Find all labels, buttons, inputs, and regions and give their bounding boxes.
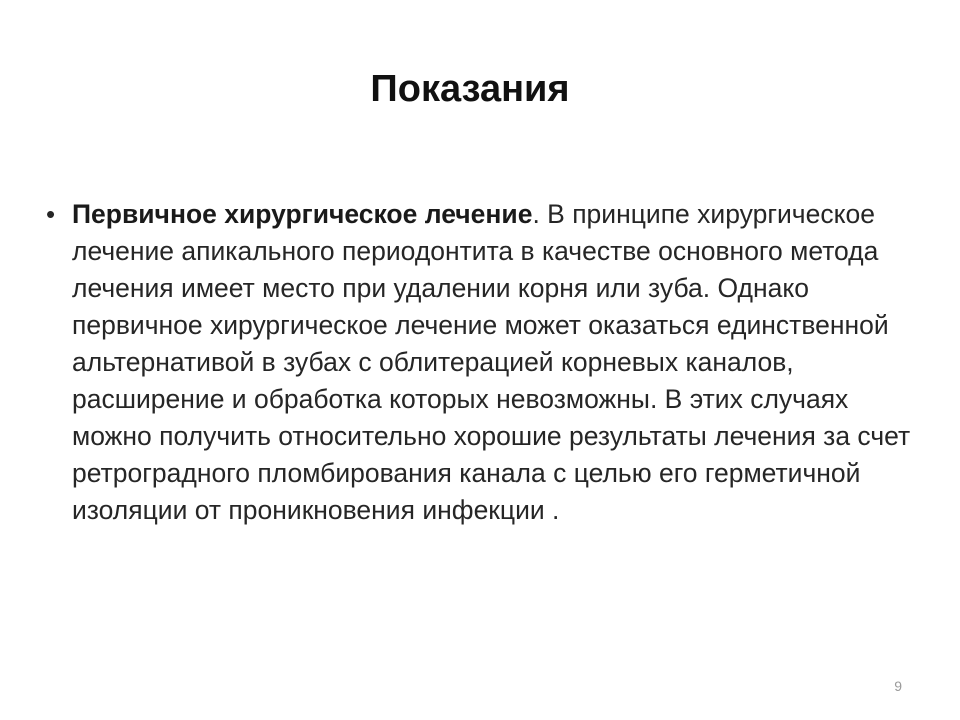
slide-title: Показания [370, 68, 570, 110]
bullet-lead-text: Первичное хирургическое лечение [72, 199, 533, 229]
slide-number: 9 [894, 678, 902, 694]
slide-content [40, 196, 920, 529]
bullet-body-text: . В принципе хирургическое лечение апикального периодонтита в качестве основного метода лечения имеет место при удалении корня или зуба. Однако первичное хирургическое лечение может оказаться единственной альтернативой в зубах с облитерацией корневых каналов, расширение и обработка которых невозможны. В этих случаях можно получить относительно хорошие результаты лечения за счет ретроградного пломбирования канала с целью его герметичной изоляции от проникновения инфекции . [72, 199, 911, 525]
bullet-item [40, 196, 920, 529]
bullet-marker: • [46, 199, 56, 229]
